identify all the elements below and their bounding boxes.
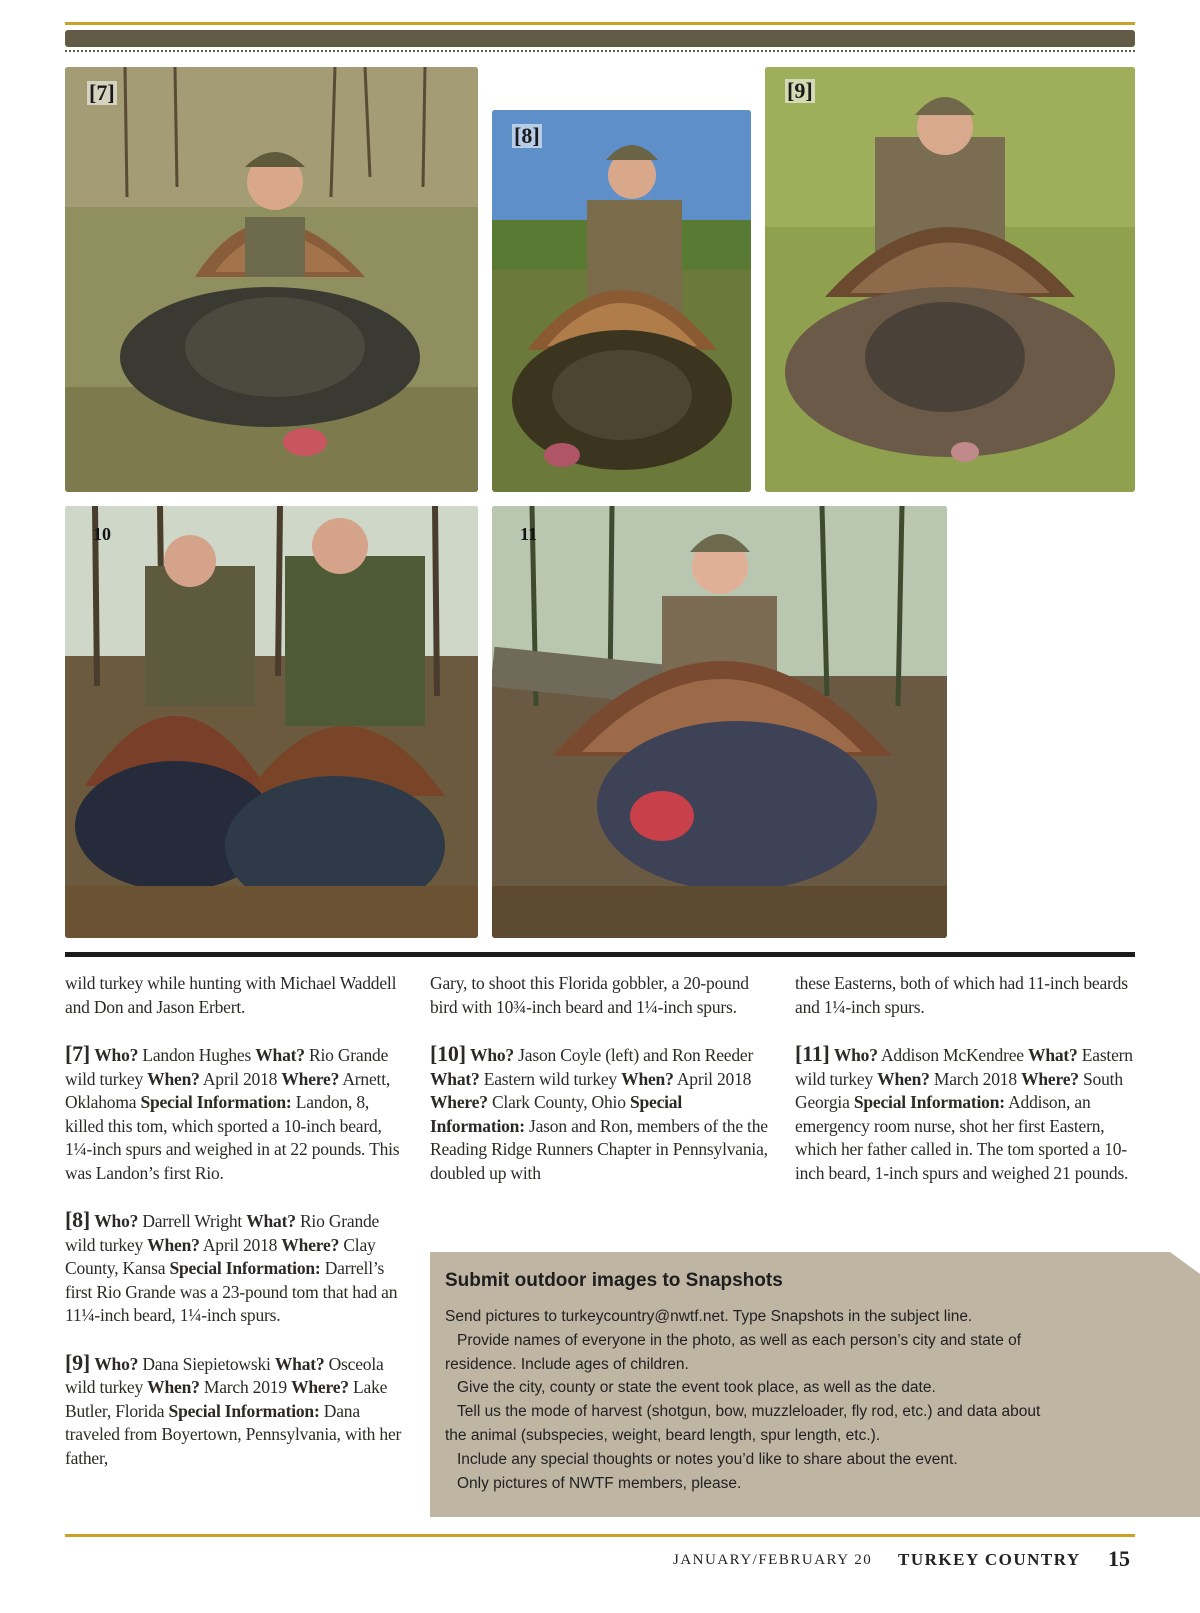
who-value: Jason Coyle (left) and Ron Reeder	[513, 1045, 754, 1065]
submit-title: Submit outdoor images to Snapshots	[445, 1270, 783, 1291]
entry-10	[430, 1042, 770, 1185]
who-label: Who?	[94, 1211, 139, 1231]
special-value: Addison, an emergency room nurse, shot her first Eastern, which her father called in. The tom sported a 10-inch beard, 1-inch spurs and weighed 21 pounds.	[795, 1092, 1129, 1183]
photo-11	[492, 506, 947, 938]
when-label: When?	[147, 1377, 200, 1397]
top-gold-rule	[65, 22, 1135, 25]
photo-7	[65, 67, 478, 492]
who-label: Who?	[94, 1045, 139, 1065]
page-number: 15	[1108, 1546, 1130, 1571]
special-value: Jason and Ron, members of the the Reading Ridge Runners Chapter in Pennsylvania, doubled up with	[430, 1115, 768, 1183]
submit-line: the animal (subspecies, weight, beard length, spur length, etc.).	[445, 1426, 881, 1444]
what-label: What?	[1028, 1045, 1078, 1065]
what-value: Eastern wild turkey	[795, 1045, 1133, 1089]
photo-9	[765, 67, 1135, 492]
where-label: Where?	[281, 1068, 340, 1089]
who-value: Darrell Wright	[138, 1211, 247, 1231]
what-value: Eastern wild turkey	[479, 1068, 622, 1089]
submit-line: Give the city, county or state the event took place, as well as the date.	[457, 1379, 936, 1397]
intro-paragraph: these Easterns, both of which had 11-inch beards and 1¼-inch spurs.	[795, 973, 1128, 1017]
when-value: April 2018	[199, 1234, 282, 1255]
text-column-1	[65, 972, 405, 1493]
photo-number-label: [9]	[787, 78, 813, 103]
entry-number: [9]	[65, 1349, 91, 1375]
photo-number-label: [8]	[514, 123, 540, 148]
when-label: When?	[621, 1068, 674, 1089]
what-label: What?	[430, 1068, 480, 1089]
when-value: March 2019	[199, 1377, 292, 1397]
submit-line: Provide names of everyone in the photo, as well as each person’s city and state of	[457, 1331, 1022, 1349]
photo-11-image	[492, 506, 947, 938]
where-value: South Georgia	[795, 1068, 1123, 1112]
photo-7-image	[65, 67, 478, 492]
entry-11	[795, 1042, 1135, 1185]
entry-8	[65, 1208, 405, 1328]
entry-9	[65, 1351, 405, 1471]
section-rule	[65, 952, 1135, 957]
intro-paragraph: wild turkey while hunting with Michael Waddell and Don and Jason Erbert.	[65, 973, 397, 1017]
photo-number-label: 10	[93, 524, 111, 544]
where-label: Where?	[1021, 1068, 1079, 1089]
bottom-gold-rule	[65, 1534, 1135, 1537]
photo-number-label: 11	[520, 524, 538, 544]
where-label: Where?	[430, 1092, 488, 1112]
who-label: Who?	[470, 1045, 514, 1065]
where-value: Clay County, Kansa	[65, 1234, 376, 1278]
submit-body	[445, 1305, 1145, 1495]
special-value: Dana traveled from Boyertown, Pennsylvania, with her father,	[65, 1400, 402, 1468]
footer-magazine-name: TURKEY COUNTRY	[898, 1550, 1081, 1569]
special-label: Special Information:	[853, 1092, 1005, 1112]
entry-number: [11]	[795, 1041, 830, 1066]
submit-line: Only pictures of NWTF members, please.	[457, 1474, 742, 1492]
photo-10-image	[65, 506, 478, 938]
photo-8	[492, 110, 751, 492]
footer-issue-date: JANUARY/FEBRUARY 20	[673, 1552, 873, 1568]
submit-line: Tell us the mode of harvest (shotgun, bow, muzzleloader, fly rod, etc.) and data about	[457, 1403, 1041, 1421]
what-label: What?	[274, 1353, 325, 1374]
where-value: Lake Butler, Florida	[65, 1377, 388, 1421]
what-label: What?	[246, 1211, 296, 1231]
who-value: Landon Hughes	[138, 1045, 256, 1065]
what-value: Rio Grande wild turkey	[65, 1211, 380, 1255]
where-value: Clark County, Ohio	[487, 1092, 630, 1112]
submit-line: Send pictures to turkeycountry@nwtf.net. Type Snapshots in the subject line.	[445, 1308, 973, 1325]
special-value: Landon, 8, killed this tom, which sported a 10-inch beard, 1¼-inch spurs and weighed in at 22 pounds. This was Landon’s first Rio.	[65, 1092, 400, 1183]
where-value: Arnett, Oklahoma	[65, 1068, 391, 1112]
who-label: Who?	[833, 1045, 878, 1065]
intro-paragraph: Gary, to shoot this Florida gobbler, a 20-pound bird with 10¾-inch beard and 1¼-inch spurs.	[430, 973, 749, 1017]
when-label: When?	[877, 1068, 930, 1089]
when-label: When?	[147, 1234, 200, 1255]
what-value: Osceola wild turkey	[65, 1353, 384, 1397]
what-value: Rio Grande wild turkey	[65, 1045, 389, 1089]
dotted-rule	[65, 50, 1135, 52]
special-label: Special Information:	[169, 1258, 321, 1278]
special-value: Darrell’s first Rio Grande was a 23-pound tom that had an 11¼-inch beard, 1¼-inch spurs.	[65, 1258, 398, 1325]
when-value: April 2018	[673, 1068, 752, 1089]
photo-8-image	[492, 110, 751, 492]
who-value: Addison McKendree	[877, 1045, 1029, 1065]
entry-7	[65, 1042, 405, 1185]
who-value: Dana Siepietowski	[138, 1353, 275, 1374]
text-column-3	[795, 972, 1135, 1208]
what-label: What?	[255, 1045, 305, 1065]
special-label: Special Information:	[168, 1400, 320, 1421]
submit-line: residence. Include ages of children.	[445, 1355, 689, 1373]
special-label: Special Information:	[140, 1092, 292, 1112]
photo-9-image	[765, 67, 1135, 492]
photo-10	[65, 506, 478, 938]
text-column-2	[430, 972, 770, 1208]
when-value: April 2018	[199, 1068, 282, 1089]
entry-number: [8]	[65, 1207, 91, 1232]
entry-number: [7]	[65, 1041, 91, 1066]
special-label: Special Information:	[430, 1092, 683, 1136]
top-header-bar	[65, 30, 1135, 47]
when-label: When?	[147, 1068, 200, 1089]
where-label: Where?	[291, 1377, 349, 1397]
submit-line: Include any special thoughts or notes you’d like to share about the event.	[457, 1450, 958, 1468]
who-label: Who?	[94, 1353, 139, 1374]
where-label: Where?	[281, 1234, 340, 1255]
entry-number: [10]	[430, 1041, 466, 1066]
when-value: March 2018	[929, 1068, 1022, 1089]
photo-number-label: [7]	[89, 80, 115, 105]
